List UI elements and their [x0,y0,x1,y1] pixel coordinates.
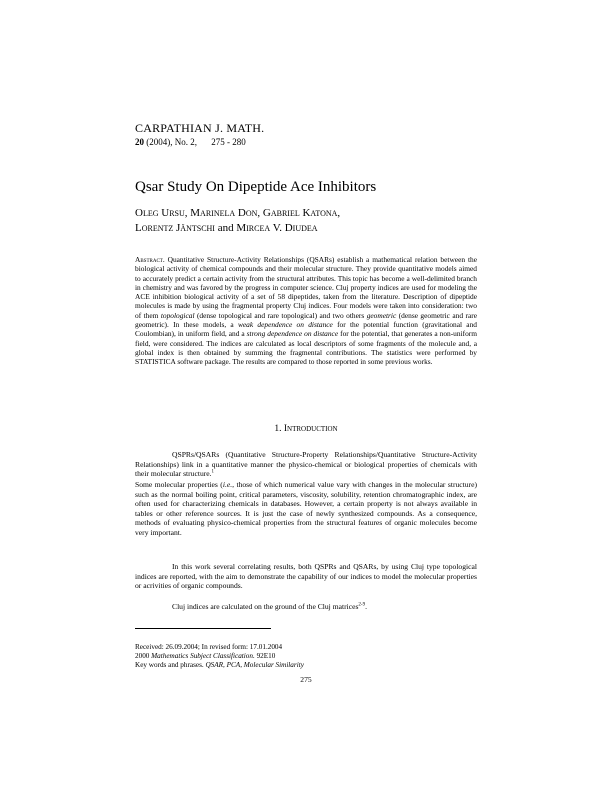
paragraph-2 [135,480,477,538]
section-heading-introduction: 1. Introduction [274,424,338,434]
paragraph-3: In this work several correlating results, both QSPRs and QSARs, by using Cluj type topological indices are reported, with the aim to demonstrate the capability of our indices to model the molecular properties or acrivities of organic compounds. [135,562,477,591]
abstract-italic: topological [160,310,195,320]
paragraph-text: Some molecular properties ( [135,480,223,489]
footnote-divider [135,628,271,629]
author-name: Lorentz Jäntschi [135,222,215,234]
paragraph-text: Cluj indices are calculated on the ground of the Cluj matrices [172,602,359,611]
paragraph-italic: i.e. [222,480,233,489]
keywords-values: QSAR, PCA, Molecular Similarity [203,661,304,670]
keywords-label: Key words and phrases. [135,661,204,670]
page-range: 275 - 280 [211,137,246,147]
journal-name: CARPATHIAN J. MATH. [135,121,265,135]
abstract-text: for the potential function (gravitational and Coulombian), in uniform field, and a [135,320,477,339]
received-date: Received: 26.09.2004; In revised form: 17.01.2004 [135,643,283,651]
abstract-italic: geometric [366,310,397,320]
msc-year: 2000 [135,652,152,661]
citation-ref: 1 [211,469,215,475]
msc-code: 92E10 [254,652,276,661]
paragraph-text: . [365,602,367,611]
year-issue: (2004), No. 2, [146,137,197,147]
abstract-italic: weak dependence on distance [237,320,333,330]
issue-line [135,137,246,148]
abstract-label: Abstract. [135,255,165,264]
paragraph-1 [135,450,477,479]
volume-number: 20 [135,137,144,147]
abstract-text: Quantitative Structure-Activity Relationships (QSARs) establish a mathematical relation between the biological activity of chemical compounds and their molecular structure. They provide quantitative models aimed to accurately predict a certain activity from the structural attributes. This topic has become a well-delimited branch in chemistry and was favored by the progress in computer science. Cluj property indices are used for modeling the ACE inhibition biological activity of a set of 58 dipeptides, taken from the literature. Description of dipeptide molecules is made by using the fragmental property Cluj indices. Four models were taken into consideration: two of them [135,255,477,320]
paper-title: Qsar Study On Dipeptide Ace Inhibitors [135,179,377,195]
author-name: Marinela Don [190,207,258,219]
abstract-text: (dense geometric and rare geometric). In these models, a [135,310,477,330]
page-number: 275 [300,675,312,684]
msc-classification [135,652,477,661]
author-list: Oleg Ursu, Marinela Don, Gabriel Katona, Lorentz Jäntschi and Mircea V. Diudea [135,207,341,234]
abstract-text: (dense topological and rare topological) and two others [194,310,367,320]
msc-label: Mathematics Subject Classification. [151,652,255,661]
author-separator: , [257,207,263,219]
paragraph-text: QSPRs/QSARs (Quantitative Structure-Property Relationships/Quantitative Structure-Activity Relationships) link in a quantitative manner the physico-chemical or biological properties of chemicals with their molecular structure. [135,450,477,479]
author-name: Gabriel Katona [262,207,338,219]
author-conjunction: and [217,222,234,234]
author-separator: , [184,207,191,219]
author-name: Mircea V. Diudea [236,222,318,234]
paragraph-text: , those of which numerical value vary with changes in the molecular structure) such as the normal boiling point, critical parameters, viscosity, solubility, retention chromatographic index, are often used for characterizing chemicals in databases. However, a certain property is not always available in tables or other reference sources. It is just the case of newly synthesized compounds. As a consequence, methods of evaluating physico-chemical properties from the structural features of organic molecules become very important. [135,480,477,537]
author-name: Oleg Ursu [135,207,185,219]
abstract [135,255,477,367]
abstract-text: for the potential, that generates a non-uniform field, were considered. The indices are calculated as local descriptors of some fragments of the molecule and, a global index is then obtained by summing the fragmental contributions. The statistics were performed by STATISTICA software package. The results are compared to those reported in some previous works. [135,329,477,367]
footnote [135,643,477,671]
abstract-italic: strong dependence on distance [246,329,339,339]
keywords [135,661,477,670]
paragraph-4 [135,602,477,612]
citation-ref: 2-9 [358,602,366,608]
